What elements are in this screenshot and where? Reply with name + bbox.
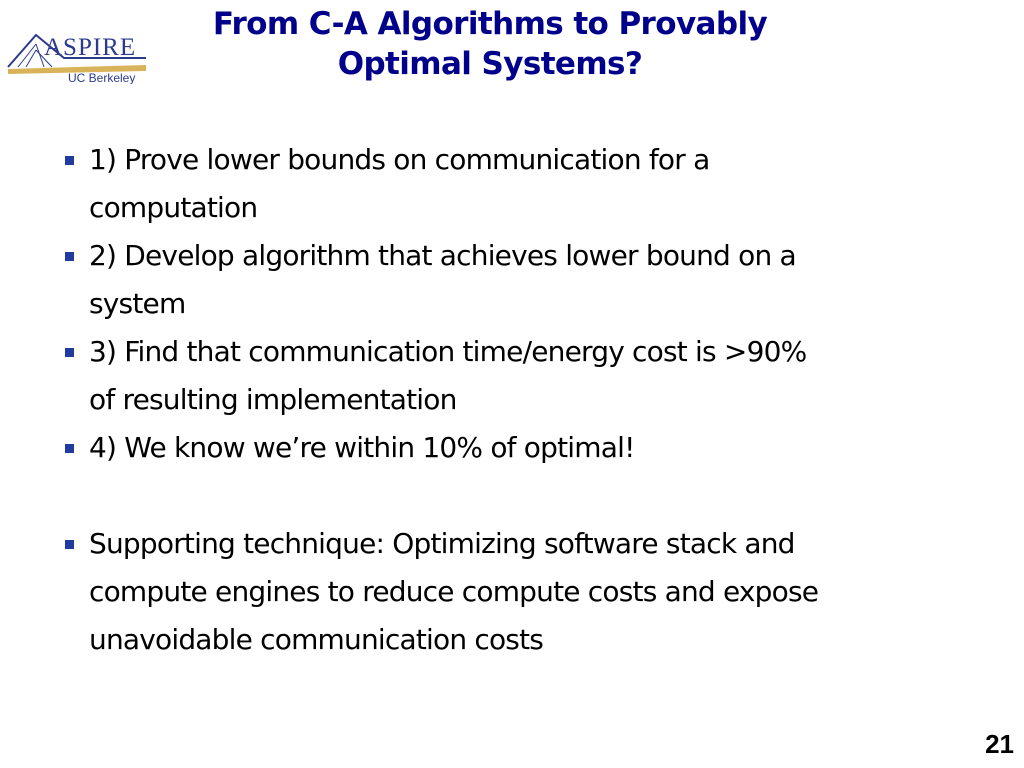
bullet-item-1 xyxy=(64,136,994,232)
slide-title-line-1: From C-A Algorithms to Provably xyxy=(212,6,768,42)
square-bullet-icon xyxy=(65,348,74,357)
square-bullet-icon xyxy=(65,252,74,261)
bullet-text: computation xyxy=(89,191,258,224)
bullet-text: Supporting technique: Optimizing software stack and xyxy=(89,527,795,560)
square-bullet-icon xyxy=(65,156,74,165)
bullet-text: compute engines to reduce compute costs and expose xyxy=(89,575,819,608)
bullet-text: 2) Develop algorithm that achieves lower bound on a xyxy=(89,239,796,272)
square-bullet-icon xyxy=(65,540,74,549)
bullet-item-3 xyxy=(64,328,994,424)
bullet-text: 1) Prove lower bounds on communication for a xyxy=(89,143,710,176)
bullet-text: 4) We know we’re within 10% of optimal! xyxy=(89,431,635,464)
logo-name: ASPIRE xyxy=(44,34,137,61)
bullet-item-4 xyxy=(64,424,994,472)
bullet-item-5 xyxy=(64,520,994,664)
bullet-spacer xyxy=(64,472,994,520)
logo-subtitle: UC Berkeley xyxy=(68,71,136,84)
bullet-text: system xyxy=(89,287,186,320)
aspire-logo xyxy=(6,22,152,84)
bullet-text: unavoidable communication costs xyxy=(89,623,544,656)
bullet-text: of resulting implementation xyxy=(89,383,457,416)
bullet-list xyxy=(64,136,994,664)
slide-title xyxy=(160,4,820,84)
slide-number: 21 xyxy=(985,729,1014,759)
bullet-text: 3) Find that communication time/energy cost is >90% xyxy=(89,335,807,368)
bullet-item-2 xyxy=(64,232,994,328)
square-bullet-icon xyxy=(65,444,74,453)
slide-title-line-2: Optimal Systems? xyxy=(337,46,643,82)
